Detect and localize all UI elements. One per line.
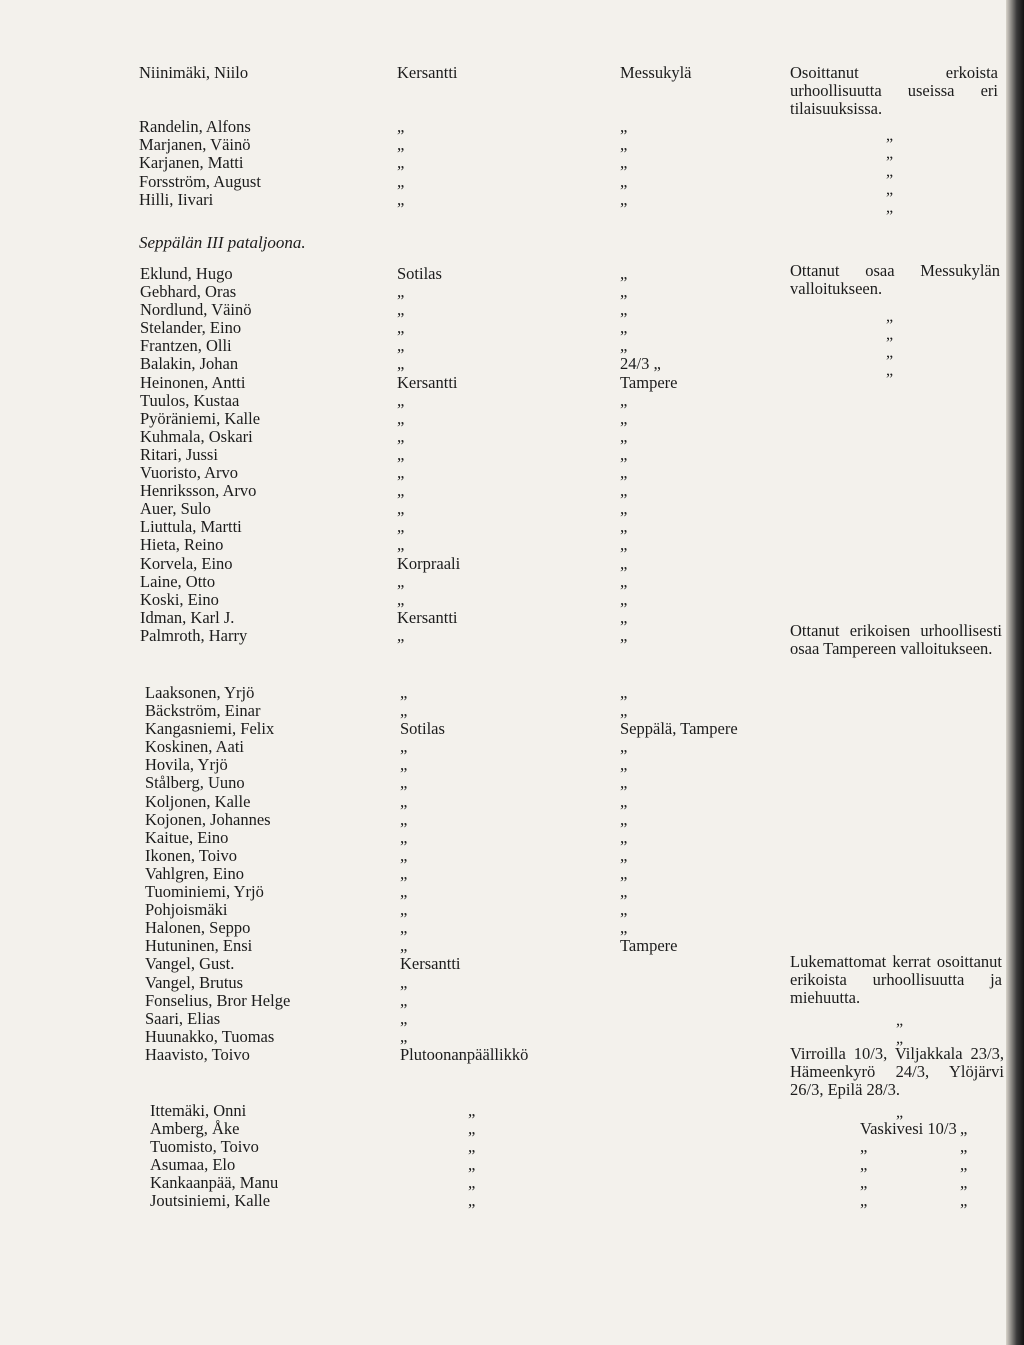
table-row bbox=[0, 319, 1000, 337]
rank-cell: „ bbox=[397, 517, 405, 537]
rank-cell: Sotilas bbox=[400, 719, 445, 739]
name-cell: Nordlund, Väinö bbox=[140, 300, 252, 320]
table-row bbox=[0, 173, 1000, 191]
rank-cell: „ bbox=[400, 863, 408, 883]
section-2-note-1: Ottanut osaa Messukylän valloitukseen. bbox=[790, 261, 1000, 298]
table-row bbox=[0, 829, 1000, 847]
place-cell: Seppälä, Tampere bbox=[620, 719, 738, 739]
place-cell: „ bbox=[620, 571, 628, 591]
rank-cell: „ bbox=[400, 701, 408, 721]
rank-cell: „ bbox=[400, 755, 408, 775]
table-row bbox=[0, 392, 1000, 410]
name-cell: Randelin, Alfons bbox=[139, 117, 251, 137]
rank-cell: „ bbox=[468, 1101, 476, 1120]
table-row bbox=[0, 591, 1000, 609]
table-row bbox=[0, 865, 1000, 883]
rank-cell: „ bbox=[397, 135, 405, 155]
name-cell: Saari, Elias bbox=[145, 1008, 221, 1028]
name-cell: Pohjoismäki bbox=[145, 900, 228, 920]
rank-cell: „ bbox=[400, 1026, 408, 1046]
rank-cell: „ bbox=[397, 171, 405, 191]
place-cell: „ bbox=[620, 282, 628, 302]
rank-cell: Sotilas bbox=[397, 264, 442, 283]
name-cell: Vuoristo, Arvo bbox=[140, 463, 239, 483]
name-cell: Hovila, Yrjö bbox=[145, 755, 228, 775]
ditto-mark: „ bbox=[886, 145, 894, 163]
place-cell: „ bbox=[620, 589, 628, 609]
table-row bbox=[0, 536, 1000, 554]
name-cell: Ikonen, Toivo bbox=[145, 845, 238, 865]
name-cell: Koski, Eino bbox=[140, 589, 219, 609]
place-cell: „ bbox=[620, 390, 628, 410]
place-cell: „ bbox=[620, 499, 628, 519]
name-cell: Asumaa, Elo bbox=[150, 1155, 236, 1175]
table-row bbox=[0, 374, 1000, 392]
name-cell: Kuhmala, Oskari bbox=[140, 426, 253, 446]
name-cell: Joutsiniemi, Kalle bbox=[150, 1191, 271, 1211]
rank-cell: „ bbox=[400, 882, 408, 902]
rank-cell: Kersantti bbox=[397, 607, 458, 627]
place-cell: „ bbox=[620, 683, 628, 702]
table-row bbox=[0, 355, 1000, 373]
name-cell: Vangel, Brutus bbox=[145, 972, 244, 992]
table-row bbox=[0, 901, 1000, 919]
rank-cell: „ bbox=[397, 189, 405, 209]
place-cell: „ bbox=[620, 336, 628, 356]
section-2-table bbox=[0, 265, 1000, 645]
place-cell: „ bbox=[620, 318, 628, 338]
rank-cell: „ bbox=[397, 499, 405, 519]
table-row bbox=[0, 482, 1000, 500]
table-row bbox=[0, 1174, 1000, 1192]
rank-cell: „ bbox=[397, 426, 405, 446]
section-3-note-1: Lukemattomat kerrat osoittanut erikoista urhoollisuutta ja miehuutta. bbox=[790, 952, 1002, 1007]
name-cell: Auer, Sulo bbox=[140, 499, 211, 519]
rank-cell: „ bbox=[468, 1173, 476, 1193]
ditto-mark: „ bbox=[896, 1030, 904, 1047]
table-row bbox=[0, 573, 1000, 591]
table-row bbox=[0, 500, 1000, 518]
place-cell: „ bbox=[620, 135, 628, 155]
rank-cell: „ bbox=[400, 773, 408, 793]
ditto-mark: „ bbox=[886, 362, 894, 380]
rank-cell: „ bbox=[397, 625, 405, 645]
name-cell: Huunakko, Tuomas bbox=[145, 1026, 275, 1046]
table-row bbox=[0, 811, 1000, 829]
table-row bbox=[0, 154, 1000, 172]
ditto-mark: „ bbox=[896, 1104, 904, 1121]
name-cell: Gebhard, Oras bbox=[140, 282, 237, 302]
rank-cell: „ bbox=[397, 354, 405, 374]
page-spine-edge bbox=[1006, 0, 1024, 1345]
place-cell: „ bbox=[620, 755, 628, 775]
rank-cell: „ bbox=[400, 809, 408, 829]
table-row bbox=[0, 793, 1000, 811]
name-cell: Laine, Otto bbox=[140, 571, 216, 591]
name-cell: Koljonen, Kalle bbox=[145, 791, 251, 811]
ditto-mark: „ bbox=[886, 163, 894, 181]
place-cell: „ bbox=[620, 264, 628, 283]
table-row bbox=[0, 756, 1000, 774]
rank-cell: „ bbox=[400, 791, 408, 811]
rank-cell: „ bbox=[400, 827, 408, 847]
place-cell: „ bbox=[620, 701, 628, 721]
place-cell: „ bbox=[620, 189, 628, 209]
rank-cell: „ bbox=[397, 571, 405, 591]
rank-cell: „ bbox=[397, 390, 405, 410]
rank-cell: „ bbox=[397, 300, 405, 320]
name-cell: Idman, Karl J. bbox=[140, 607, 235, 627]
name-cell: Pyöräniemi, Kalle bbox=[140, 408, 261, 428]
place-cell: „ bbox=[620, 426, 628, 446]
name-cell: Forsström, August bbox=[139, 171, 261, 191]
table-row bbox=[0, 883, 1000, 901]
place-cell: „ bbox=[620, 900, 628, 920]
name-cell: Laaksonen, Yrjö bbox=[145, 683, 255, 702]
rank-cell: Plutoonanpäällikkö bbox=[400, 1044, 529, 1064]
table-row bbox=[0, 136, 1000, 154]
place-cell: „ bbox=[620, 535, 628, 555]
place-cell: „ bbox=[620, 481, 628, 501]
section-2-note-2: Ottanut erikoisen urhoollisesti osaa Tampereen valloitukseen. bbox=[790, 621, 1002, 658]
rank-cell: „ bbox=[400, 737, 408, 757]
table-row bbox=[0, 738, 1000, 756]
name-cell: Frantzen, Olli bbox=[140, 336, 232, 356]
rank-cell: Kersantti bbox=[397, 372, 458, 392]
name-cell: Niinimäki, Niilo bbox=[139, 63, 249, 82]
rank-cell: „ bbox=[397, 336, 405, 356]
name-cell: Haavisto, Toivo bbox=[145, 1044, 250, 1064]
place-cell: „ bbox=[620, 827, 628, 847]
name-cell: Vangel, Gust. bbox=[145, 954, 235, 974]
rank-cell: „ bbox=[397, 318, 405, 338]
rank-cell: „ bbox=[397, 282, 405, 302]
table-row bbox=[0, 1156, 1000, 1174]
name-cell: Halonen, Seppo bbox=[145, 918, 251, 938]
section-4-table bbox=[0, 1102, 1000, 1211]
table-row bbox=[0, 1102, 1000, 1120]
rank-cell: „ bbox=[400, 972, 408, 992]
name-cell: Amberg, Åke bbox=[150, 1119, 240, 1139]
name-cell: Palmroth, Harry bbox=[140, 625, 248, 645]
place-cell: „ bbox=[620, 625, 628, 645]
table-row bbox=[0, 518, 1000, 536]
place-cell: „ bbox=[620, 117, 628, 137]
name-cell: Fonselius, Bror Helge bbox=[145, 990, 291, 1010]
rank-cell: „ bbox=[400, 990, 408, 1010]
rank-cell: Korpraali bbox=[397, 553, 461, 573]
name-cell: Kojonen, Johannes bbox=[145, 809, 271, 829]
rank-cell: „ bbox=[400, 683, 408, 702]
name-cell: Eklund, Hugo bbox=[140, 264, 233, 283]
rank-cell: „ bbox=[400, 900, 408, 920]
place-cell: „ bbox=[620, 791, 628, 811]
place2-cell: „ bbox=[960, 1155, 968, 1175]
rank-cell: „ bbox=[397, 153, 405, 173]
place-cell: „ bbox=[860, 1191, 868, 1211]
rank-cell: Kersantti bbox=[400, 954, 461, 974]
place-cell: „ bbox=[620, 845, 628, 865]
rank-cell: „ bbox=[400, 918, 408, 938]
name-cell: Kangasniemi, Felix bbox=[145, 719, 275, 739]
table-row bbox=[0, 301, 1000, 319]
place-cell: Messukylä bbox=[620, 63, 692, 82]
ditto-mark: „ bbox=[886, 127, 894, 144]
rank-cell: „ bbox=[400, 845, 408, 865]
place2-cell: „ bbox=[960, 1173, 968, 1193]
table-row bbox=[0, 446, 1000, 464]
rank-cell: „ bbox=[468, 1137, 476, 1157]
name-cell: Bäckström, Einar bbox=[145, 701, 261, 721]
table-row bbox=[0, 847, 1000, 865]
name-cell: Hieta, Reino bbox=[140, 535, 224, 555]
name-cell: Hutuninen, Ensi bbox=[145, 936, 253, 956]
place-cell: „ bbox=[860, 1137, 868, 1157]
name-cell: Henriksson, Arvo bbox=[140, 481, 257, 501]
name-cell: Marjanen, Väinö bbox=[139, 135, 251, 155]
place2-cell: „ bbox=[960, 1137, 968, 1157]
rank-cell: „ bbox=[468, 1119, 476, 1139]
table-row bbox=[0, 919, 1000, 937]
place2-cell: „ bbox=[960, 1191, 968, 1211]
place2-cell: „ bbox=[960, 1119, 968, 1139]
place-cell: „ bbox=[860, 1173, 868, 1193]
place-cell: 24/3 „ bbox=[620, 354, 661, 374]
name-cell: Hilli, Iivari bbox=[139, 189, 214, 209]
place-cell: „ bbox=[620, 863, 628, 883]
ditto-mark: „ bbox=[886, 326, 894, 344]
place-cell: „ bbox=[620, 607, 628, 627]
place-cell: „ bbox=[620, 918, 628, 938]
battalion-heading: Seppälän III pataljoona. bbox=[139, 233, 306, 252]
rank-cell: Kersantti bbox=[397, 63, 458, 82]
rank-cell: „ bbox=[400, 1008, 408, 1028]
ditto-mark: „ bbox=[886, 344, 894, 362]
table-row bbox=[0, 774, 1000, 792]
name-cell: Ritari, Jussi bbox=[140, 444, 218, 464]
table-row bbox=[0, 464, 1000, 482]
name-cell: Vahlgren, Eino bbox=[145, 863, 244, 883]
place-cell: Tampere bbox=[620, 936, 678, 956]
place-cell: „ bbox=[620, 517, 628, 537]
name-cell: Koskinen, Aati bbox=[145, 737, 244, 757]
place-cell: „ bbox=[620, 153, 628, 173]
section-1-note: Osoittanut erkoista urhoollisuutta useissa eri tilaisuuksissa. bbox=[790, 63, 998, 118]
place-cell: „ bbox=[620, 809, 628, 829]
table-row bbox=[0, 191, 1000, 209]
section-3-note-2: Virroilla 10/3, Viljakkala 23/3, Hämeenkyrö 24/3, Ylöjärvi 26/3, Epilä 28/3. bbox=[790, 1044, 1004, 1099]
table-row bbox=[0, 410, 1000, 428]
table-row bbox=[0, 1138, 1000, 1156]
table-row bbox=[0, 428, 1000, 446]
rank-cell: „ bbox=[397, 117, 405, 137]
name-cell: Tuomisto, Toivo bbox=[150, 1137, 259, 1157]
rank-cell: „ bbox=[397, 589, 405, 609]
rank-cell: „ bbox=[397, 408, 405, 428]
ditto-mark: „ bbox=[886, 181, 894, 199]
rank-cell: „ bbox=[397, 481, 405, 501]
table-row bbox=[0, 1120, 1000, 1138]
place-cell: „ bbox=[860, 1155, 868, 1175]
name-cell: Kankaanpää, Manu bbox=[150, 1173, 279, 1193]
place-cell: „ bbox=[620, 408, 628, 428]
name-cell: Liuttula, Martti bbox=[140, 517, 242, 537]
rank-cell: „ bbox=[468, 1191, 476, 1211]
name-cell: Balakin, Johan bbox=[140, 354, 239, 374]
name-cell: Stålberg, Uuno bbox=[145, 773, 245, 793]
name-cell: Karjanen, Matti bbox=[139, 153, 244, 173]
table-row bbox=[0, 555, 1000, 573]
place-cell: „ bbox=[620, 300, 628, 320]
name-cell: Ittemäki, Onni bbox=[150, 1101, 247, 1120]
name-cell: Tuominiemi, Yrjö bbox=[145, 882, 264, 902]
place-cell: „ bbox=[620, 463, 628, 483]
place-cell: „ bbox=[620, 737, 628, 757]
table-row bbox=[0, 702, 1000, 720]
ditto-mark: „ bbox=[886, 199, 894, 217]
rank-cell: „ bbox=[468, 1155, 476, 1175]
name-cell: Heinonen, Antti bbox=[140, 372, 246, 392]
place-cell: „ bbox=[620, 171, 628, 191]
rank-cell: „ bbox=[400, 936, 408, 956]
table-row bbox=[0, 1010, 1000, 1028]
name-cell: Korvela, Eino bbox=[140, 553, 233, 573]
place-cell: Vaskivesi 10/3 bbox=[860, 1119, 957, 1139]
table-row bbox=[0, 684, 1000, 702]
name-cell: Tuulos, Kustaa bbox=[140, 390, 240, 410]
rank-cell: „ bbox=[397, 463, 405, 483]
ditto-mark: „ bbox=[886, 308, 894, 325]
table-row bbox=[0, 337, 1000, 355]
name-cell: Stelander, Eino bbox=[140, 318, 242, 338]
place-cell: Tampere bbox=[620, 372, 678, 392]
rank-cell: „ bbox=[397, 444, 405, 464]
table-row bbox=[0, 1192, 1000, 1210]
place-cell: „ bbox=[620, 773, 628, 793]
place-cell: „ bbox=[620, 882, 628, 902]
rank-cell: „ bbox=[397, 535, 405, 555]
ditto-mark: „ bbox=[896, 1012, 904, 1029]
table-row bbox=[0, 118, 1000, 136]
table-row bbox=[0, 720, 1000, 738]
place-cell: „ bbox=[620, 553, 628, 573]
name-cell: Kaitue, Eino bbox=[145, 827, 229, 847]
place-cell: „ bbox=[620, 444, 628, 464]
